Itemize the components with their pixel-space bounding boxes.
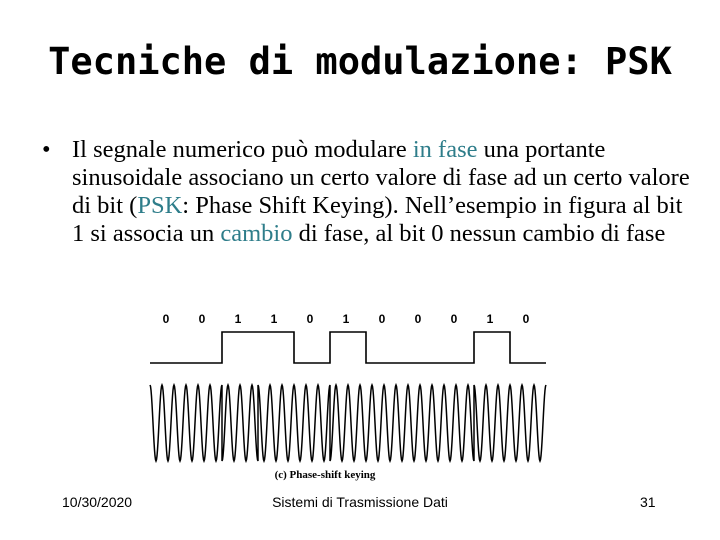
highlight-cambio: cambio [220, 220, 293, 247]
highlight-psk: PSK [137, 192, 183, 219]
bit-labels [163, 312, 530, 326]
figure-caption: (c) Phase-shift keying [274, 469, 376, 481]
page-number: 31 [640, 494, 656, 510]
footer-title: Sistemi di Trasmissione Dati [272, 494, 448, 510]
bullet-text [72, 136, 697, 248]
footer-date: 10/30/2020 [62, 494, 133, 510]
bullet-marker: • [42, 136, 51, 163]
bit-label: 1 [270, 312, 278, 326]
bit-label: 0 [522, 312, 530, 326]
slide-title: Tecniche di modulazione: PSK [48, 40, 672, 83]
bit-label: 0 [378, 312, 386, 326]
bit-label: 1 [486, 312, 494, 326]
body-text-2: una portante sinusoidale associano un certo valore di fase ad un certo valore di bit ( [72, 136, 690, 219]
bit-label: 0 [306, 312, 314, 326]
bit-label: 0 [450, 312, 458, 326]
bit-label: 0 [414, 312, 422, 326]
bit-label: 1 [342, 312, 350, 326]
body-text-3: : Phase Shift Keying). Nell’esempio in figura al bit 1 si associa un [72, 192, 683, 247]
highlight-in-fase: in fase [412, 136, 478, 163]
bit-label: 1 [234, 312, 242, 326]
psk-figure [140, 305, 560, 485]
digital-signal-line [150, 332, 546, 363]
bit-label: 0 [162, 312, 170, 326]
psk-waveform [150, 385, 546, 461]
body-text-4: di fase, al bit 0 nessun cambio di fase [292, 220, 666, 247]
body-text-1: Il segnale numerico può modulare [72, 136, 413, 163]
bit-label: 0 [198, 312, 206, 326]
